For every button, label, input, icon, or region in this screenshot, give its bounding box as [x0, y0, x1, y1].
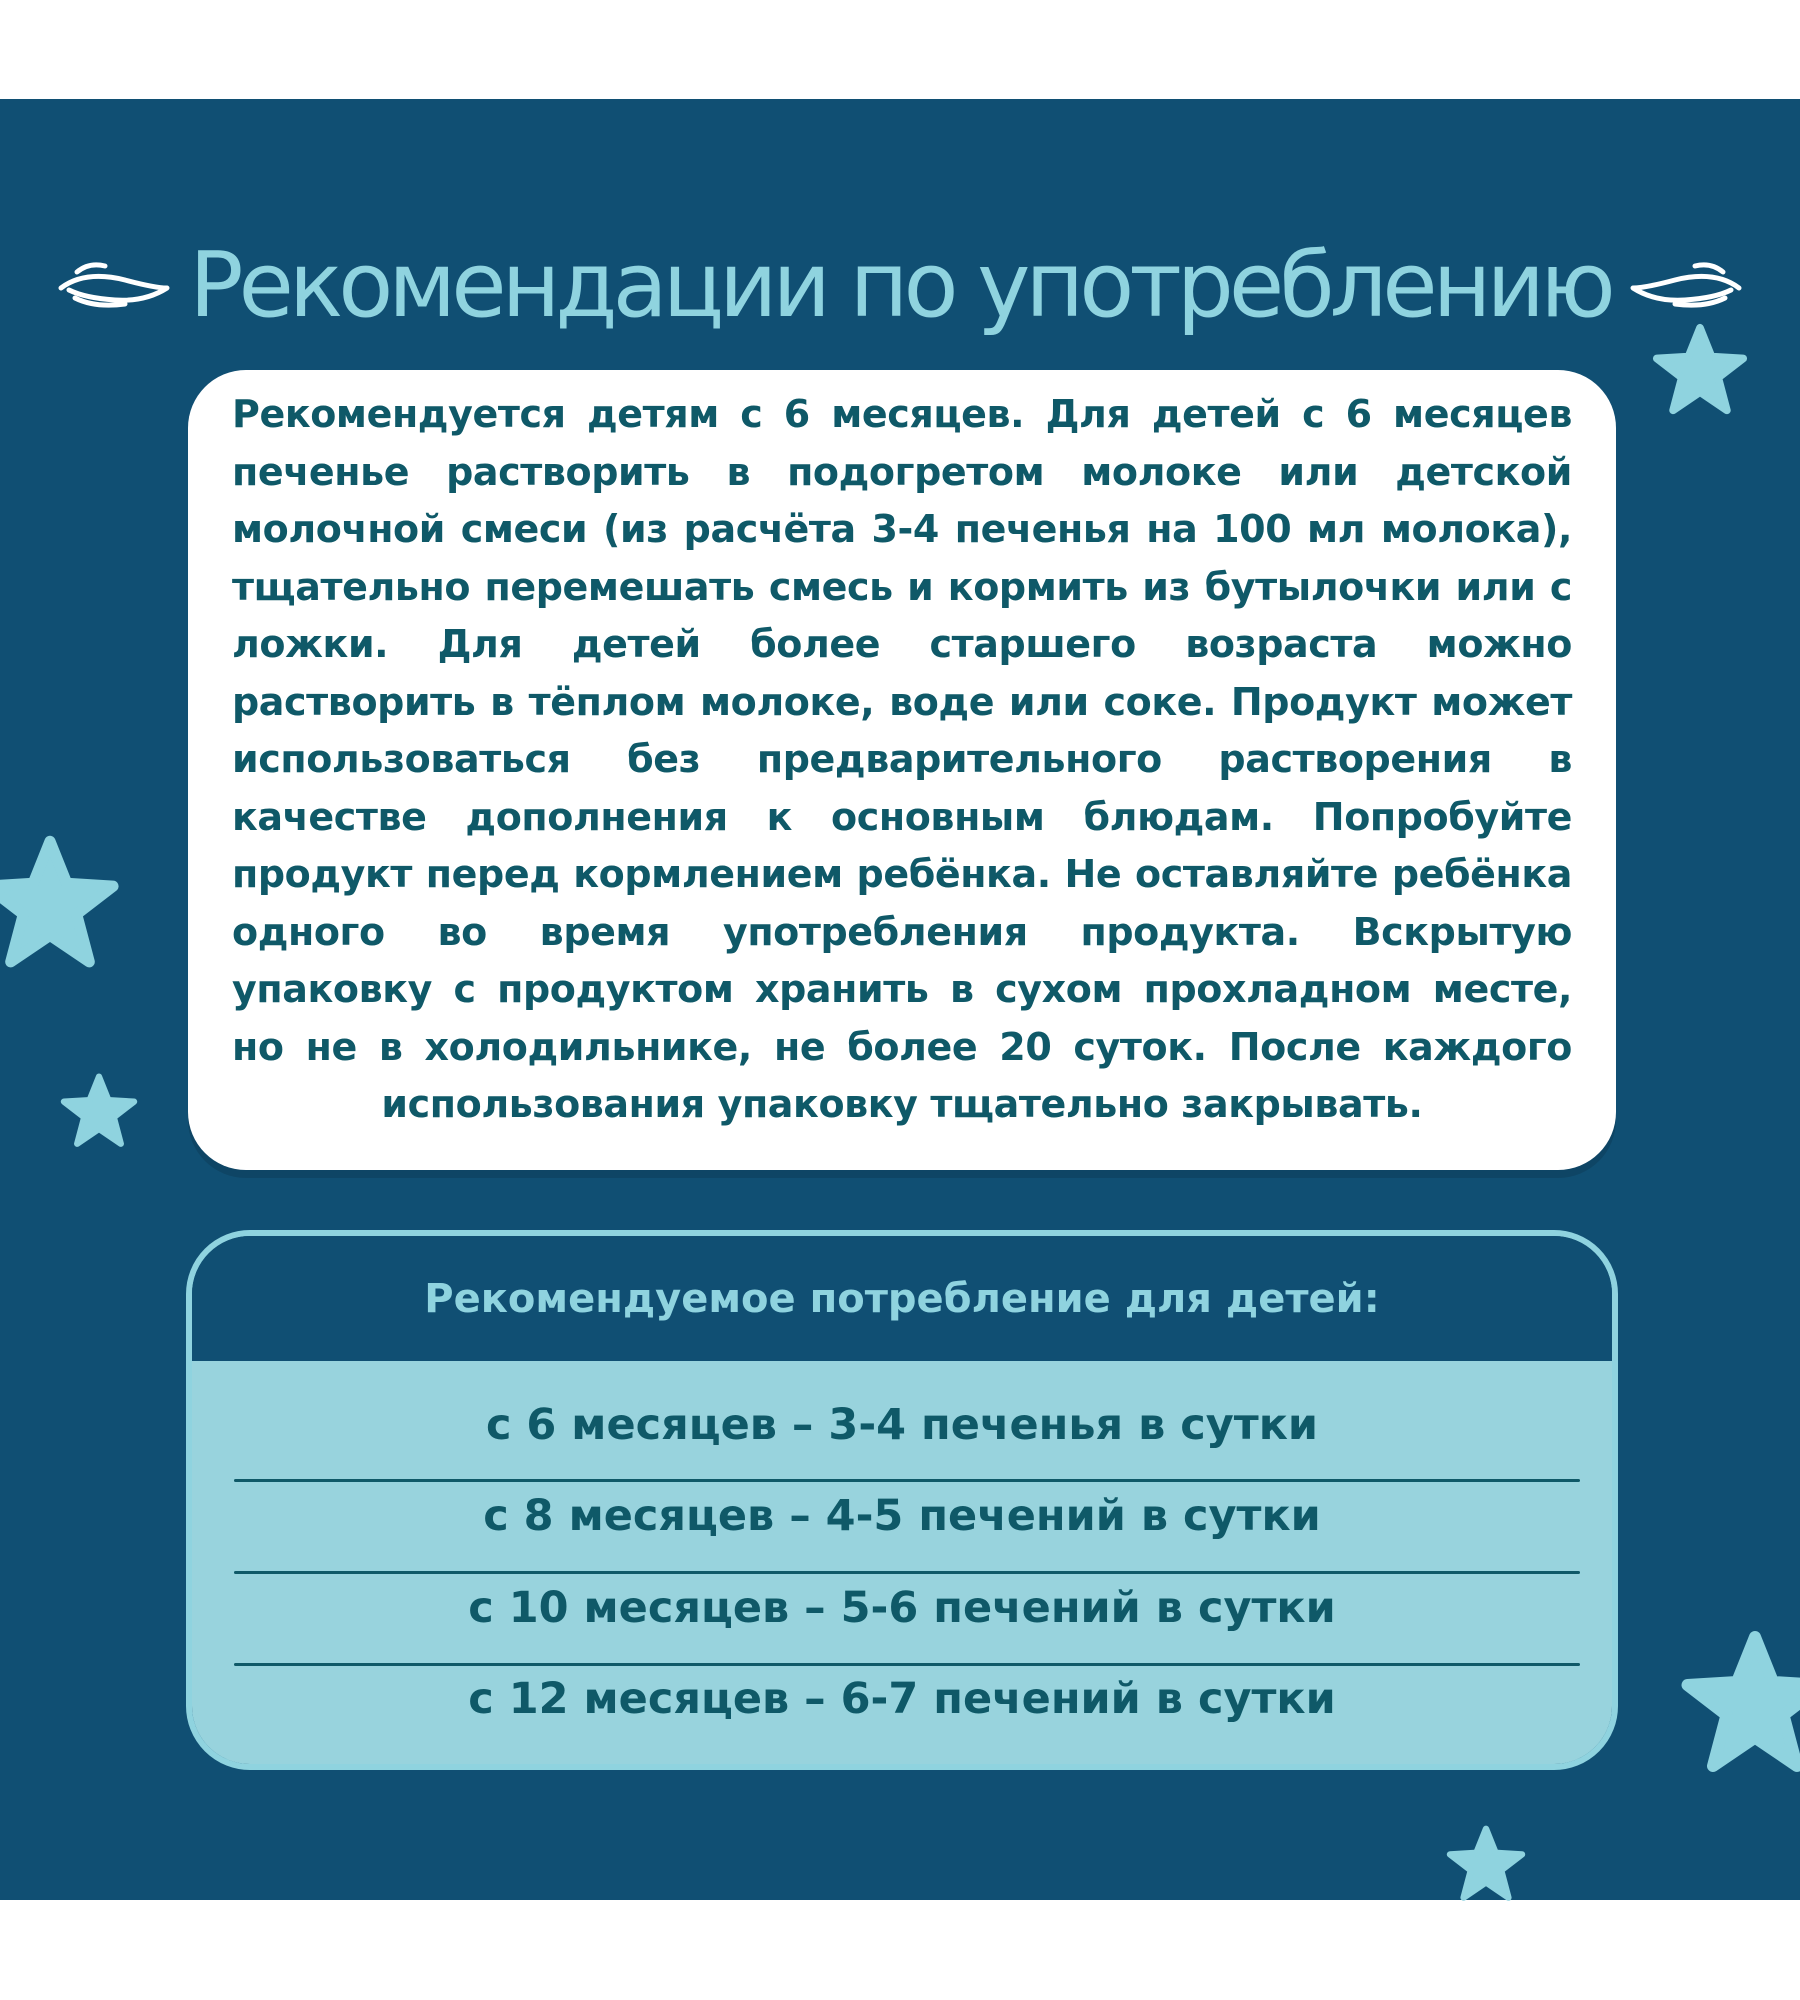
star-icon: [0, 818, 120, 988]
consumption-row-text: с 6 месяцев – 3-4 печенья в сутки: [485, 1400, 1319, 1450]
star-icon: [1680, 1618, 1800, 1788]
star-icon: [60, 1072, 138, 1150]
page-title: Рекомендации по употреблению: [189, 232, 1611, 338]
title-row: [0, 225, 1800, 345]
instructions-text: Рекомендуется детям с 6 месяцев. Для детей с 6 месяцев печенье растворить в подогретом молоке или детской молочной смеси (из расчёта 3-4 печенья на 100 мл молока), тщательно перемешать смесь и кормить из бутылочки или с ложки. Для детей более старшего возраста можно растворить в тёплом молоке, воде или соке. Продукт может использоваться без предварительного растворения в качестве дополнения к основным блюдам. Попробуйте продукт перед кормлением ребёнка. Не оставляйте ребёнка одного во время употребления продукта. Вскрытую упаковку с продуктом хранить в сухом прохладном месте, но не в холодильнике, не более 20 суток. После каждого использования упаковку тщательно закрывать.: [232, 392, 1572, 1126]
consumption-row-text: с 10 месяцев – 5-6 печений в сутки: [468, 1583, 1336, 1633]
consumption-row: [192, 1653, 1612, 1745]
leaf-icon: [1625, 250, 1745, 320]
consumption-row: [192, 1379, 1612, 1471]
consumption-row: [192, 1562, 1612, 1654]
consumption-row-text: с 12 месяцев – 6-7 печений в сутки: [468, 1674, 1336, 1724]
leaf-icon: [55, 250, 175, 320]
consumption-row-text: с 8 месяцев – 4-5 печений в сутки: [483, 1491, 1321, 1541]
consumption-row: [192, 1470, 1612, 1562]
consumption-header: [192, 1236, 1612, 1361]
consumption-body: [192, 1361, 1612, 1770]
consumption-header-label: Рекомендуемое потребление для детей:: [424, 1275, 1380, 1322]
consumption-table: [186, 1230, 1618, 1770]
star-icon: [1436, 1824, 1536, 1904]
